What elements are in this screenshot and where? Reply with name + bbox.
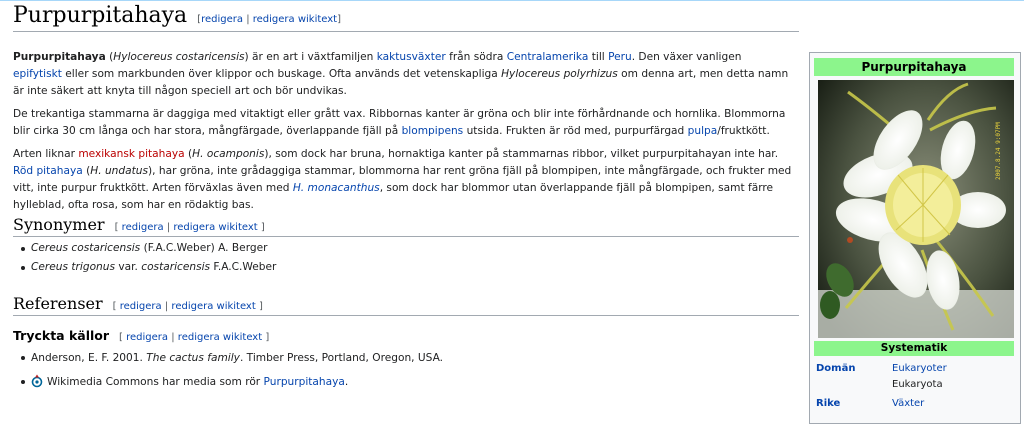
link-centralamerika[interactable]: Centralamerika [506, 51, 589, 63]
infobox-label-doman[interactable]: Domän [816, 363, 856, 374]
referenser-divider [13, 315, 799, 316]
link-mexikansk-pitahaya[interactable]: mexikansk pitahaya [78, 148, 185, 160]
infobox-value-eukaryoter[interactable]: Eukaryoter [892, 363, 947, 374]
title-divider [13, 31, 799, 32]
referenser-edit-wikitext-link[interactable]: redigera wikitext [171, 301, 256, 312]
infobox-value-vaxter[interactable]: Växter [892, 398, 925, 409]
synonymer-edit-wikitext-link[interactable]: redigera wikitext [173, 222, 258, 233]
infobox-title: Purpurpitahaya [814, 58, 1014, 76]
link-blompipens[interactable]: blompipens [401, 125, 464, 137]
title-edit-link[interactable]: redigera [201, 14, 243, 25]
list-item: Cereus trigonus var. costaricensis F.A.C.Weber [13, 258, 276, 277]
infobox-systematik-header: Systematik [814, 341, 1014, 356]
tryckta-edit-wikitext-link[interactable]: redigera wikitext [177, 332, 263, 343]
flower-photo [818, 80, 1014, 338]
infobox [809, 52, 1021, 424]
page-title [13, 2, 341, 34]
section-heading-synonymer: Synonymer [ redigera | redigera wikitext ] [13, 215, 265, 234]
link-rod-pitahaya[interactable]: Röd pitahaya [13, 165, 83, 177]
referenser-edit-section: [ redigera | redigera wikitext ] [112, 301, 263, 312]
wikimedia-commons-icon [31, 374, 43, 388]
top-border [0, 0, 1024, 1]
page-title-text: Purpurpitahaya [13, 3, 188, 28]
synonym-list [13, 239, 276, 277]
image-datestamp: 2007.8.24 9:07PM [995, 122, 1002, 180]
link-kaktusvaxter[interactable]: kaktusväxter [376, 51, 446, 63]
link-epifytiskt[interactable]: epifytiskt [13, 68, 62, 80]
infobox-value-eukaryota: Eukaryota [892, 379, 943, 390]
title-edit-section: [redigera | redigera wikitext] [197, 14, 342, 25]
infobox-label-rike[interactable]: Rike [816, 398, 841, 409]
intro-paragraph-3: Arten liknar mexikansk pitahaya (H. ocamponis), som dock har bruna, hornaktiga kanter på stammarnas ribbor, vilket purpurpitahayan inte har. Röd pitahaya (H. undatus), har gröna, inte grådaggiga stammar, blommorna har rent gröna fjäll på blompipen, inte mångfärgade, och frukter med vitt, inte purpur fruktkött. Arten förväxlas även med H. monacanthus, som dock har blommor utan överlappande fjäll på blompipen, samt färre hylleblad, ofta rosa, som har en rödaktig bas. [13, 148, 792, 211]
synonymer-edit-section: [ redigera | redigera wikitext ] [114, 222, 265, 233]
title-edit-wikitext-link[interactable]: redigera wikitext [252, 14, 338, 25]
intro-paragraph-2: De trekantiga stammarna är daggiga med vitaktigt eller grått vax. Ribbornas kanter är gröna och blir inte förhårdnande och hornlika. Blommorna blir cirka 30 cm långa och har stora, mångfärgade, överlappande fjäll på blompipens utsida. Frukten är röd med, purpurfärgad pulpa/fruktkött. [13, 108, 786, 137]
list-item: Cereus costaricensis (F.A.C.Weber) A. Berger [13, 239, 276, 258]
link-peru[interactable]: Peru [608, 51, 632, 63]
link-pulpa[interactable]: pulpa [687, 125, 718, 137]
intro-paragraph-1: Purpurpitahaya (Hylocereus costaricensis) är en art i växtfamiljen kaktusväxter från södra Centralamerika till Peru. Den växer vanligen epifytiskt eller som markbunden över klippor och buskage. Ofta används det vetenskapliga Hylocereus polyrhizus om denna art, men detta namn är inte säkert att knyta till någon speciell art och bör undvikas. [13, 51, 789, 97]
link-h-monacanthus[interactable]: H. monacanthus [292, 182, 380, 194]
list-item: Anderson, E. F. 2001. The cactus family. Timber Press, Portland, Oregon, USA. [13, 348, 443, 368]
synonymer-divider [13, 236, 799, 237]
section-heading-referenser: Referenser [ redigera | redigera wikitext ] [13, 294, 263, 313]
reference-list [13, 348, 443, 396]
synonymer-edit-link[interactable]: redigera [121, 222, 164, 233]
tryckta-edit-link[interactable]: redigera [126, 332, 169, 343]
infobox-image[interactable] [818, 80, 1014, 338]
list-item: Wikimedia Commons har media som rör Purpurpitahaya. [13, 368, 443, 396]
link-commons-purpurpitahaya[interactable]: Purpurpitahaya [263, 376, 345, 388]
referenser-edit-link[interactable]: redigera [119, 301, 162, 312]
tryckta-edit-section: [ redigera | redigera wikitext ] [119, 332, 270, 343]
subsection-heading-tryckta-kallor: Tryckta källor [ redigera | redigera wikitext ] [13, 328, 270, 343]
